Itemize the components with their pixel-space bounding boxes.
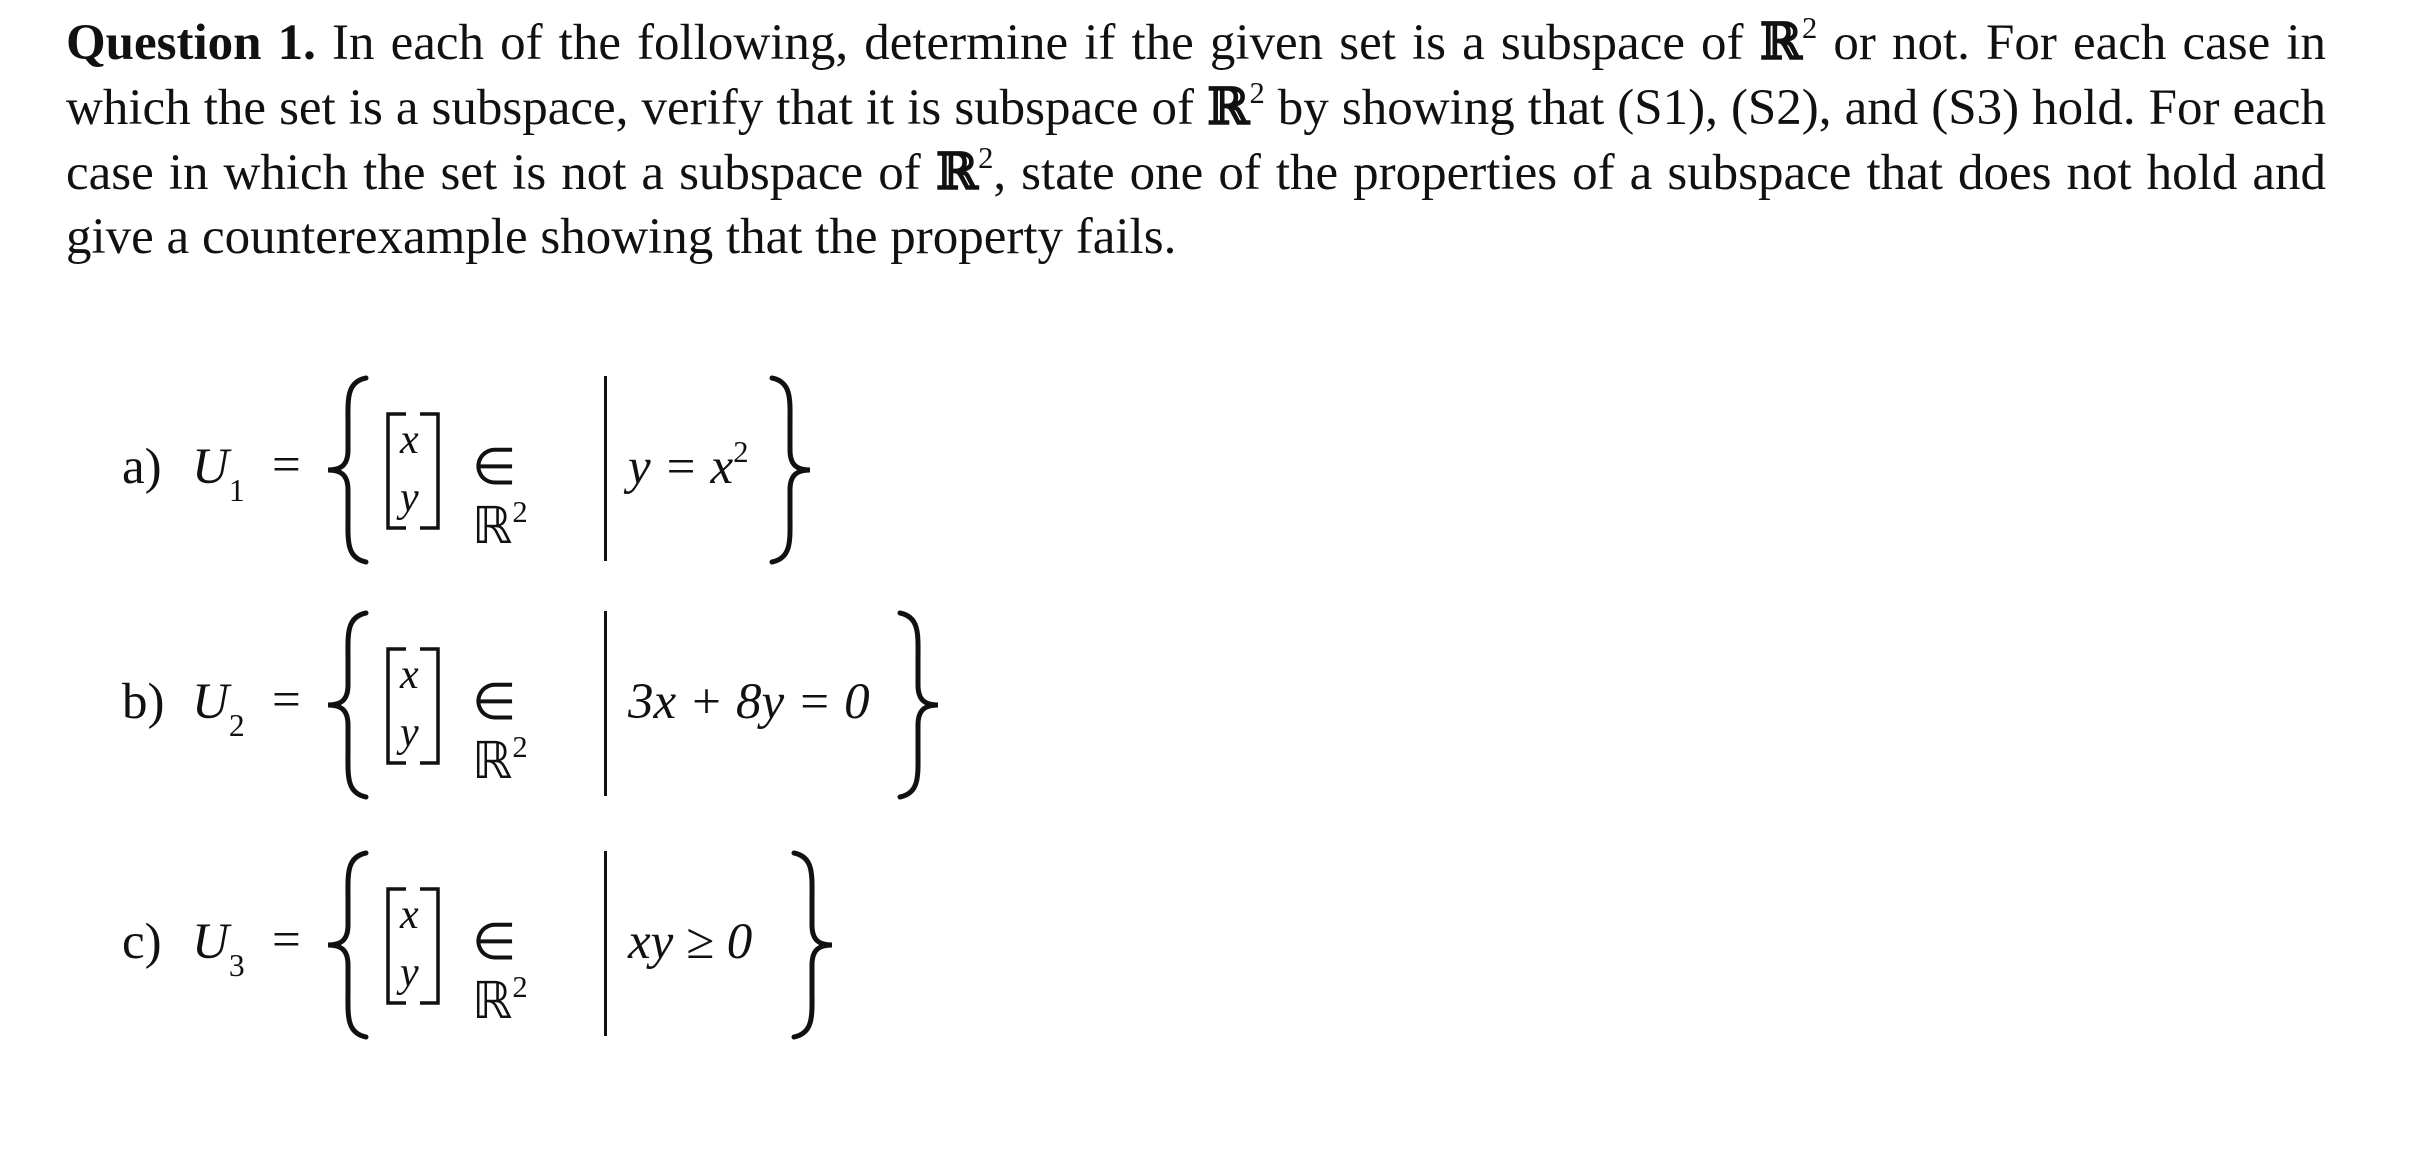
condition-text: y = x	[628, 439, 734, 495]
right-brace	[888, 605, 948, 805]
membership-exponent: 2	[512, 969, 528, 1004]
set-condition: 3x + 8y = 0	[628, 674, 870, 730]
question-label: Question 1.	[66, 15, 316, 71]
real-space-exponent: 2	[978, 140, 994, 175]
set-condition: xy ≥ 0	[628, 914, 753, 970]
membership-text: ∈ ℝ	[472, 915, 517, 1030]
vector-y: y	[400, 950, 419, 996]
membership-text: ∈ ℝ	[472, 675, 517, 790]
right-bracket	[414, 647, 444, 765]
right-brace	[782, 845, 842, 1045]
real-space-exponent: 2	[1802, 10, 1818, 45]
part-label: a)	[122, 439, 162, 495]
such-that-bar	[604, 851, 607, 1036]
membership-exponent: 2	[512, 494, 528, 529]
part-label: b)	[122, 674, 165, 730]
real-space-symbol: ℝ	[1759, 12, 1803, 72]
right-brace	[760, 370, 820, 570]
left-brace	[318, 370, 378, 570]
left-brace	[318, 605, 378, 805]
set-name	[192, 438, 245, 508]
membership	[472, 913, 528, 1031]
question-text-part-1: In each of the following, determine if the given set is a subspace of	[315, 15, 1760, 71]
right-bracket	[414, 887, 444, 1005]
membership-exponent: 2	[512, 729, 528, 764]
set-condition	[628, 434, 749, 496]
set-name	[192, 673, 245, 743]
set-index: 2	[228, 707, 245, 743]
vector-x: x	[400, 417, 419, 463]
left-brace	[318, 845, 378, 1045]
real-space-symbol: ℝ	[935, 142, 979, 202]
membership	[472, 438, 528, 556]
vector-y: y	[400, 710, 419, 756]
condition-exponent: 2	[733, 434, 749, 469]
part-label: c)	[122, 914, 162, 970]
set-name-letter: U	[192, 439, 229, 495]
real-space-exponent: 2	[1249, 75, 1265, 110]
question-text-part-4: , state one of the properties of a subspace that does not hold and give a counterexample showing that the property fails.	[66, 145, 2326, 265]
question-text-part-2: or not. For each case in which the set is a subspace, verify that it is subspace of	[66, 15, 2326, 136]
set-name-letter: U	[192, 914, 229, 970]
set-index: 1	[228, 472, 245, 508]
vector-y: y	[400, 475, 419, 521]
set-name	[192, 913, 245, 983]
equals-sign: =	[272, 672, 301, 728]
such-that-bar	[604, 611, 607, 796]
equals-sign: =	[272, 437, 301, 493]
vector-x: x	[400, 892, 419, 938]
membership	[472, 673, 528, 791]
right-bracket	[414, 412, 444, 530]
vector-x: x	[400, 652, 419, 698]
equals-sign: =	[272, 912, 301, 968]
set-index: 3	[228, 947, 245, 983]
such-that-bar	[604, 376, 607, 561]
question-text	[66, 10, 2326, 269]
question-text-part-3: by showing that (S1), (S2), and (S3) hold. For each case in which the set is not a subspace of	[66, 80, 2326, 201]
membership-text: ∈ ℝ	[472, 440, 517, 555]
real-space-symbol: ℝ	[1207, 77, 1250, 137]
set-name-letter: U	[192, 674, 229, 730]
